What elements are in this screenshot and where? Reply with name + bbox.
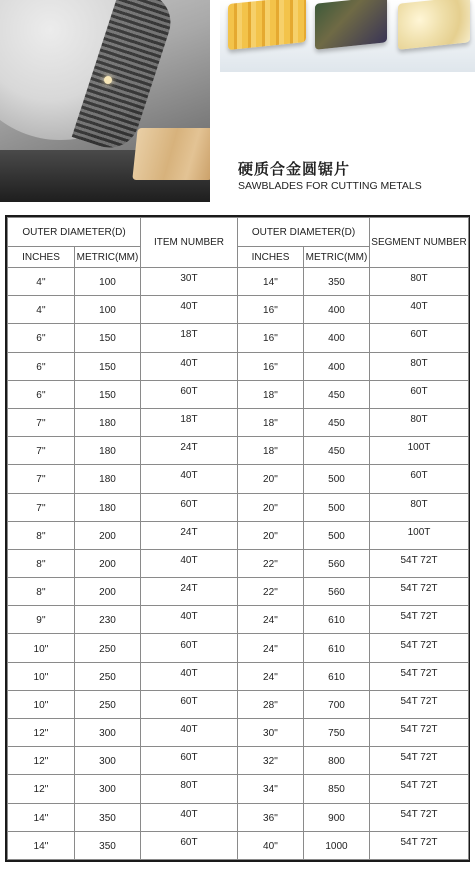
- cell-text: 54T 72T: [400, 752, 438, 764]
- metric-cell: [304, 437, 370, 465]
- cell-text: 250: [99, 699, 116, 711]
- metric-cell: [75, 408, 141, 436]
- inches-cell: [238, 268, 304, 296]
- cell-text: 100: [99, 277, 116, 289]
- segment-number-cell: [370, 324, 469, 352]
- metric-cell: [75, 775, 141, 803]
- item-number-cell: [141, 831, 238, 859]
- inches-cell: [8, 634, 75, 662]
- item-number-cell: [141, 324, 238, 352]
- cell-text: 14'': [33, 812, 49, 824]
- cell-text: 24T: [180, 583, 198, 595]
- header-inches-right: INCHES: [238, 247, 304, 268]
- cell-text: 100: [99, 305, 116, 317]
- table-row: [8, 606, 469, 634]
- cell-text: 6'': [36, 389, 46, 401]
- cell-text: 180: [99, 446, 116, 458]
- metric-cell: [304, 521, 370, 549]
- header-metric-left: METRIC(MM): [75, 247, 141, 268]
- cell-text: 24'': [263, 643, 278, 655]
- cell-text: 12'': [33, 728, 49, 740]
- item-number-cell: [141, 747, 238, 775]
- table-row: [8, 268, 469, 296]
- cell-text: 16'': [263, 361, 278, 373]
- cell-text: 18T: [180, 329, 198, 341]
- cell-text: 400: [328, 305, 345, 317]
- cell-text: 54T 72T: [400, 611, 438, 623]
- cell-text: 750: [328, 728, 345, 740]
- header-outer-diameter-left: OUTER DIAMETER(D): [8, 218, 141, 247]
- cell-text: 300: [99, 728, 116, 740]
- header-metric-right: METRIC(MM): [304, 247, 370, 268]
- metric-cell: [75, 831, 141, 859]
- cell-text: 54T 72T: [400, 780, 438, 792]
- cell-text: 34'': [263, 784, 278, 796]
- metric-cell: [75, 662, 141, 690]
- segment-number-cell: [370, 268, 469, 296]
- cell-text: 180: [99, 502, 116, 514]
- inches-cell: [8, 719, 75, 747]
- cell-text: 12'': [33, 784, 49, 796]
- table-row: [8, 747, 469, 775]
- header-outer-diameter-right: OUTER DIAMETER(D): [238, 218, 370, 247]
- cell-text: 54T 72T: [400, 667, 438, 679]
- cell-text: 24T: [180, 526, 198, 538]
- cell-text: 40T: [180, 724, 198, 736]
- item-number-cell: [141, 352, 238, 380]
- cell-text: 14'': [263, 277, 278, 289]
- metric-cell: [75, 493, 141, 521]
- cell-text: 10'': [33, 643, 49, 655]
- page-title-en: SAWBLADES FOR CUTTING METALS: [238, 180, 422, 192]
- cell-text: 40T: [180, 667, 198, 679]
- metric-cell: [75, 634, 141, 662]
- cell-text: 24T: [180, 442, 198, 454]
- cell-text: 32'': [263, 756, 278, 768]
- table-row: [8, 803, 469, 831]
- cell-text: 610: [328, 671, 345, 683]
- cell-text: 20'': [263, 474, 278, 486]
- cell-text: 24'': [263, 671, 278, 683]
- cell-text: 9'': [36, 615, 46, 627]
- metric-cell: [304, 775, 370, 803]
- segment-number-cell: [370, 465, 469, 493]
- item-number-cell: [141, 521, 238, 549]
- inches-cell: [238, 578, 304, 606]
- cell-text: 500: [328, 502, 345, 514]
- table-row: [8, 775, 469, 803]
- inches-cell: [8, 408, 75, 436]
- cell-text: 60T: [180, 752, 198, 764]
- cell-text: 200: [99, 558, 116, 570]
- segment-number-cell: [370, 747, 469, 775]
- metric-cell: [75, 324, 141, 352]
- metric-cell: [304, 719, 370, 747]
- inches-cell: [8, 268, 75, 296]
- cell-text: 24'': [263, 615, 278, 627]
- segment-number-cell: [370, 803, 469, 831]
- cell-text: 80T: [410, 498, 428, 510]
- item-number-cell: [141, 662, 238, 690]
- cell-text: 54T 72T: [400, 695, 438, 707]
- metric-cell: [304, 408, 370, 436]
- cell-text: 850: [328, 784, 345, 796]
- spec-table-frame: [5, 215, 470, 862]
- table-row: [8, 549, 469, 577]
- item-number-cell: [141, 775, 238, 803]
- inches-cell: [8, 324, 75, 352]
- cell-text: 7'': [36, 502, 46, 514]
- metric-cell: [304, 578, 370, 606]
- inches-cell: [8, 549, 75, 577]
- inches-cell: [8, 578, 75, 606]
- cell-text: 40T: [180, 470, 198, 482]
- metric-cell: [75, 437, 141, 465]
- cell-text: 40'': [263, 840, 278, 852]
- inches-cell: [238, 747, 304, 775]
- item-number-cell: [141, 268, 238, 296]
- segment-number-cell: [370, 606, 469, 634]
- workpiece-shape: [132, 128, 210, 180]
- cell-text: 610: [328, 615, 345, 627]
- segment-number-cell: [370, 690, 469, 718]
- item-number-cell: [141, 380, 238, 408]
- cell-text: 60T: [410, 470, 428, 482]
- item-number-cell: [141, 437, 238, 465]
- segment-number-cell: [370, 521, 469, 549]
- inches-cell: [8, 437, 75, 465]
- cell-text: 350: [328, 277, 345, 289]
- item-number-cell: [141, 803, 238, 831]
- cell-text: 80T: [410, 357, 428, 369]
- segment-number-cell: [370, 634, 469, 662]
- cell-text: 14'': [33, 840, 49, 852]
- inches-cell: [238, 831, 304, 859]
- inches-cell: [238, 606, 304, 634]
- segment-number-cell: [370, 662, 469, 690]
- inches-cell: [8, 690, 75, 718]
- cell-text: 10'': [33, 671, 49, 683]
- metric-cell: [304, 493, 370, 521]
- inches-cell: [238, 549, 304, 577]
- inches-cell: [8, 775, 75, 803]
- inches-cell: [238, 775, 304, 803]
- table-row: [8, 578, 469, 606]
- cell-text: 100T: [407, 526, 431, 538]
- cell-text: 18'': [263, 446, 278, 458]
- table-row: [8, 493, 469, 521]
- segment-number-cell: [370, 775, 469, 803]
- cell-text: 150: [99, 389, 116, 401]
- cell-text: 560: [328, 558, 345, 570]
- cell-text: 60T: [410, 329, 428, 341]
- metric-cell: [75, 380, 141, 408]
- table-row: [8, 408, 469, 436]
- item-number-cell: [141, 719, 238, 747]
- inches-cell: [238, 408, 304, 436]
- cell-text: 1000: [325, 840, 348, 852]
- cell-text: 60T: [180, 498, 198, 510]
- inches-cell: [238, 437, 304, 465]
- segment-number-cell: [370, 380, 469, 408]
- table-row: [8, 719, 469, 747]
- inches-cell: [238, 352, 304, 380]
- cell-text: 4'': [36, 277, 46, 289]
- inches-cell: [238, 493, 304, 521]
- cell-text: 8'': [36, 530, 46, 542]
- metric-cell: [75, 296, 141, 324]
- table-row: [8, 831, 469, 859]
- metric-cell: [75, 465, 141, 493]
- item-number-cell: [141, 549, 238, 577]
- cell-text: 54T 72T: [400, 583, 438, 595]
- table-row: [8, 296, 469, 324]
- inches-cell: [8, 296, 75, 324]
- segment-number-cell: [370, 493, 469, 521]
- cell-text: 30T: [180, 273, 198, 285]
- segment-number-cell: [370, 437, 469, 465]
- item-number-cell: [141, 690, 238, 718]
- metric-cell: [75, 719, 141, 747]
- metric-cell: [304, 803, 370, 831]
- inches-cell: [8, 606, 75, 634]
- cell-text: 180: [99, 418, 116, 430]
- cell-text: 350: [99, 840, 116, 852]
- table-row: [8, 690, 469, 718]
- metric-cell: [304, 662, 370, 690]
- item-number-cell: [141, 606, 238, 634]
- material-swatches: [220, 0, 475, 72]
- cell-text: 250: [99, 671, 116, 683]
- metric-cell: [304, 690, 370, 718]
- table-row: [8, 465, 469, 493]
- cell-text: 800: [328, 756, 345, 768]
- cell-text: 80T: [410, 414, 428, 426]
- table-row: [8, 437, 469, 465]
- cell-text: 700: [328, 699, 345, 711]
- cell-text: 20'': [263, 530, 278, 542]
- inches-cell: [238, 662, 304, 690]
- inches-cell: [238, 634, 304, 662]
- particleboard-swatch: [398, 0, 470, 50]
- inches-cell: [238, 380, 304, 408]
- metric-cell: [304, 634, 370, 662]
- cell-text: 8'': [36, 587, 46, 599]
- cell-text: 250: [99, 643, 116, 655]
- inches-cell: [8, 493, 75, 521]
- inches-cell: [8, 803, 75, 831]
- spec-table-body: [8, 268, 469, 860]
- spec-table: [7, 217, 469, 860]
- cell-text: 560: [328, 587, 345, 599]
- cell-text: 230: [99, 615, 116, 627]
- cell-text: 36'': [263, 812, 278, 824]
- cell-text: 7'': [36, 474, 46, 486]
- cell-text: 80T: [410, 273, 428, 285]
- metric-cell: [304, 296, 370, 324]
- metric-cell: [75, 352, 141, 380]
- item-number-cell: [141, 296, 238, 324]
- cell-text: 16'': [263, 333, 278, 345]
- cell-text: 40T: [180, 611, 198, 623]
- metric-cell: [75, 268, 141, 296]
- cell-text: 12'': [33, 756, 49, 768]
- cell-text: 54T 72T: [400, 639, 438, 651]
- cell-text: 350: [99, 812, 116, 824]
- cell-text: 200: [99, 587, 116, 599]
- cell-text: 40T: [180, 357, 198, 369]
- cell-text: 10'': [33, 699, 49, 711]
- segment-number-cell: [370, 408, 469, 436]
- cell-text: 40T: [410, 301, 428, 313]
- metric-cell: [304, 606, 370, 634]
- cell-text: 20'': [263, 502, 278, 514]
- cell-text: 500: [328, 474, 345, 486]
- table-row: [8, 352, 469, 380]
- inches-cell: [238, 296, 304, 324]
- metric-cell: [304, 747, 370, 775]
- cell-text: 54T 72T: [400, 724, 438, 736]
- metric-cell: [75, 747, 141, 775]
- inches-cell: [8, 521, 75, 549]
- metric-cell: [75, 690, 141, 718]
- cell-text: 400: [328, 333, 345, 345]
- item-number-cell: [141, 493, 238, 521]
- cell-text: 200: [99, 530, 116, 542]
- inches-cell: [238, 803, 304, 831]
- table-row: [8, 521, 469, 549]
- cell-text: 500: [328, 530, 345, 542]
- laminate-swatch: [315, 0, 387, 50]
- table-row: [8, 380, 469, 408]
- inches-cell: [238, 690, 304, 718]
- cell-text: 54T 72T: [400, 808, 438, 820]
- cell-text: 18'': [263, 389, 278, 401]
- cell-text: 6'': [36, 361, 46, 373]
- cell-text: 300: [99, 756, 116, 768]
- header-item-number: ITEM NUMBER: [141, 218, 238, 268]
- inches-cell: [8, 662, 75, 690]
- segment-number-cell: [370, 352, 469, 380]
- table-row: [8, 662, 469, 690]
- header-segment-number: SEGMENT NUMBER: [370, 218, 469, 268]
- metric-cell: [75, 549, 141, 577]
- metric-cell: [304, 324, 370, 352]
- cell-text: 450: [328, 446, 345, 458]
- segment-number-cell: [370, 719, 469, 747]
- cell-text: 610: [328, 643, 345, 655]
- cell-text: 22'': [263, 587, 278, 599]
- metric-cell: [304, 549, 370, 577]
- cell-text: 40T: [180, 301, 198, 313]
- segment-number-cell: [370, 831, 469, 859]
- segment-number-cell: [370, 549, 469, 577]
- cell-text: 150: [99, 361, 116, 373]
- cell-text: 300: [99, 784, 116, 796]
- cell-text: 180: [99, 474, 116, 486]
- segment-number-cell: [370, 578, 469, 606]
- cell-text: 100T: [407, 442, 431, 454]
- inches-cell: [238, 465, 304, 493]
- cell-text: 450: [328, 418, 345, 430]
- segment-number-cell: [370, 296, 469, 324]
- item-number-cell: [141, 634, 238, 662]
- item-number-cell: [141, 578, 238, 606]
- cell-text: 28'': [263, 699, 278, 711]
- spark-shape: [104, 76, 112, 84]
- inches-cell: [8, 831, 75, 859]
- cell-text: 4'': [36, 305, 46, 317]
- cell-text: 150: [99, 333, 116, 345]
- page-title-cn: 硬质合金圆锯片: [238, 160, 351, 178]
- metric-cell: [304, 465, 370, 493]
- cell-text: 7'': [36, 446, 46, 458]
- cell-text: 54T 72T: [400, 836, 438, 848]
- inches-cell: [8, 380, 75, 408]
- cell-text: 900: [328, 812, 345, 824]
- metric-cell: [75, 803, 141, 831]
- saw-blade-photo: [0, 0, 210, 202]
- cell-text: 40T: [180, 554, 198, 566]
- table-row: [8, 324, 469, 352]
- metric-cell: [75, 521, 141, 549]
- inches-cell: [8, 465, 75, 493]
- inches-cell: [238, 521, 304, 549]
- metric-cell: [304, 268, 370, 296]
- cell-text: 60T: [410, 385, 428, 397]
- item-number-cell: [141, 408, 238, 436]
- cell-text: 400: [328, 361, 345, 373]
- cell-text: 54T 72T: [400, 554, 438, 566]
- cell-text: 30'': [263, 728, 278, 740]
- cell-text: 60T: [180, 836, 198, 848]
- inches-cell: [8, 352, 75, 380]
- metric-cell: [304, 831, 370, 859]
- cell-text: 60T: [180, 385, 198, 397]
- inches-cell: [238, 719, 304, 747]
- inches-cell: [238, 324, 304, 352]
- table-row: [8, 634, 469, 662]
- metric-cell: [304, 380, 370, 408]
- cell-text: 22'': [263, 558, 278, 570]
- metric-cell: [75, 578, 141, 606]
- cell-text: 40T: [180, 808, 198, 820]
- item-number-cell: [141, 465, 238, 493]
- cell-text: 60T: [180, 695, 198, 707]
- cell-text: 60T: [180, 639, 198, 651]
- cell-text: 80T: [180, 780, 198, 792]
- inches-cell: [8, 747, 75, 775]
- cell-text: 16'': [263, 305, 278, 317]
- cell-text: 7'': [36, 418, 46, 430]
- metric-cell: [75, 606, 141, 634]
- cell-text: 18T: [180, 414, 198, 426]
- wood-swatch: [228, 0, 306, 50]
- header-inches-left: INCHES: [8, 247, 75, 268]
- cell-text: 6'': [36, 333, 46, 345]
- cell-text: 450: [328, 389, 345, 401]
- metric-cell: [304, 352, 370, 380]
- cell-text: 8'': [36, 558, 46, 570]
- cell-text: 18'': [263, 418, 278, 430]
